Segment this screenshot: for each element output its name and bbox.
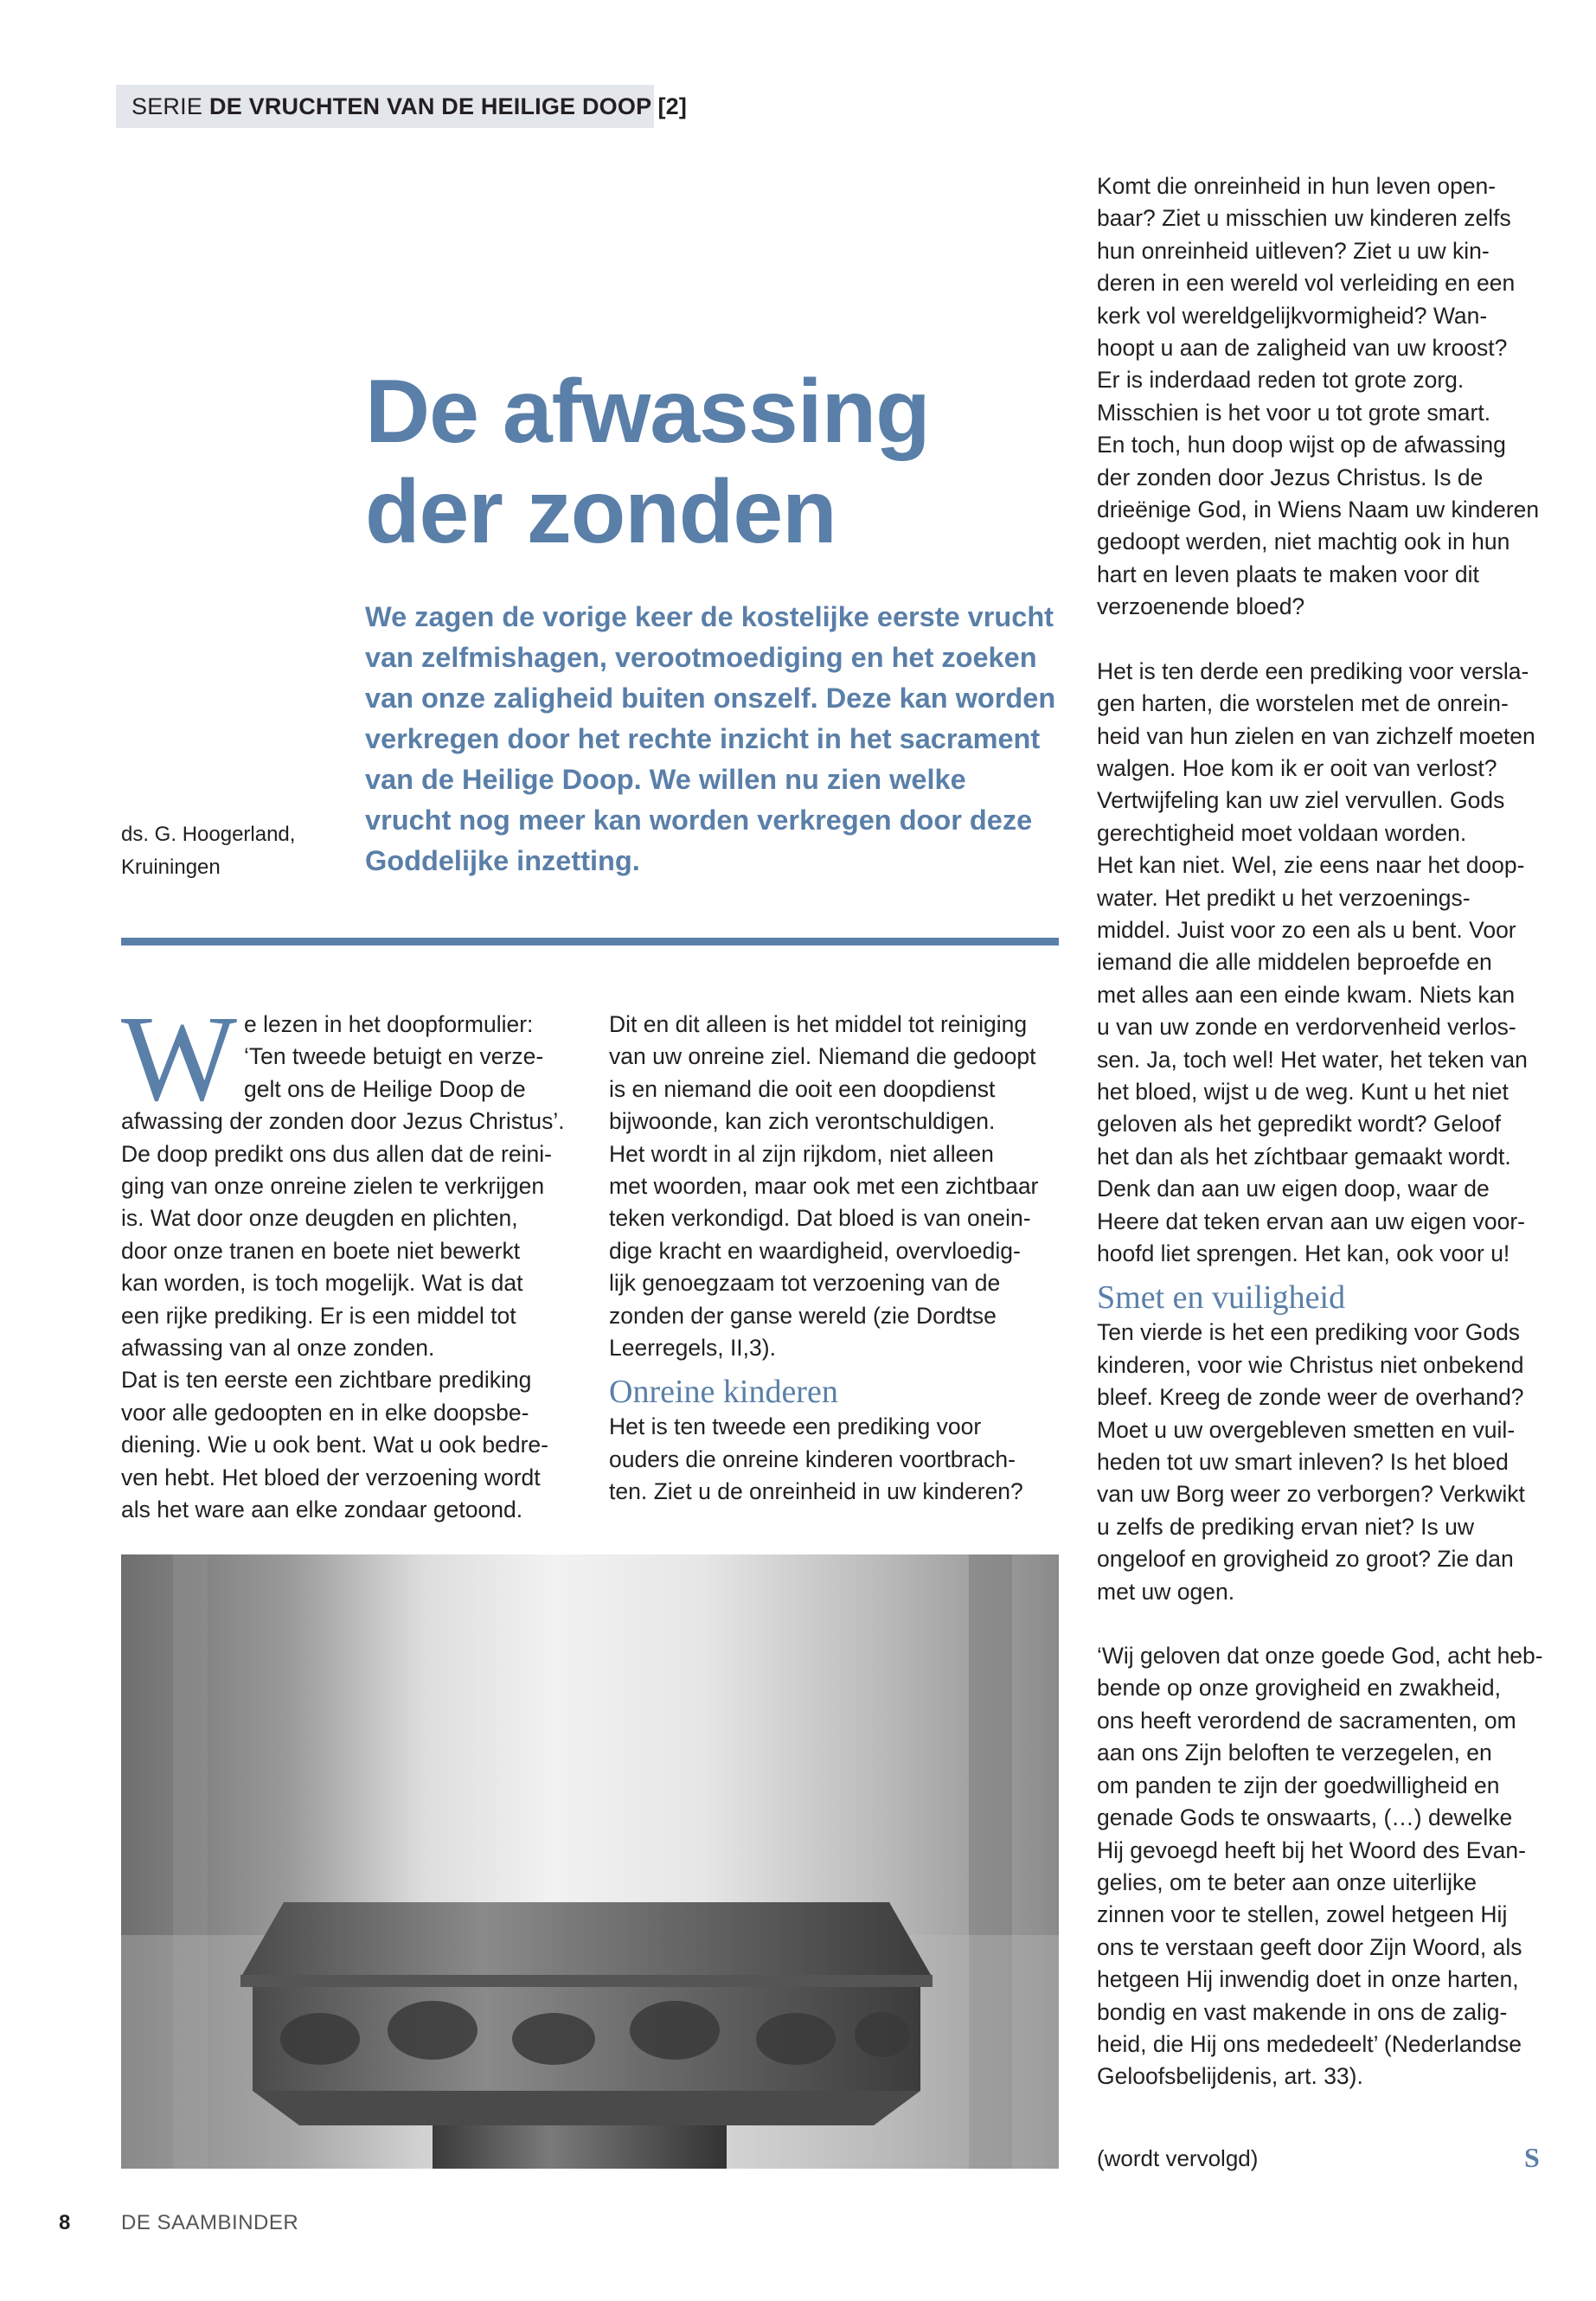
body-line: bijwoonde, kan zich verontschuldigen. [609,1108,996,1135]
body-line: water. Het predikt u het verzoenings- [1097,884,1471,911]
body-line: walgen. Hoe kom ik er ooit van verlost? [1097,754,1497,781]
magazine-name: DE SAAMBINDER [121,2211,299,2234]
body-line: hart en leven plaats te maken voor dit [1097,561,1479,587]
quote-line: ‘Wij geloven dat onze goede God, acht heb- [1097,1643,1543,1670]
body-line: Het wordt in al zijn rijkdom, niet alleen [609,1140,994,1167]
body-line: door onze tranen en boete niet bewerkt [121,1237,521,1264]
body-line: gedoopt werden, niet machtig ook in hun [1097,529,1510,555]
body-line: De doop predikt ons dus allen dat de reini- [121,1140,552,1167]
body-line: u zelfs de prediking ervan niet? Is uw [1097,1513,1475,1540]
quote-line: bondig en vast makende in ons de zalig- [1097,1998,1508,2025]
body-line: sen. Ja, toch wel! Het water, het teken van [1097,1046,1528,1073]
body-line: als het ware aan elke zondaar getoond. [121,1497,523,1523]
quote-line: gelies, om te beter aan onze uiterlijke [1097,1868,1477,1895]
quote-line: aan ons Zijn beloften te verzegelen, en [1097,1740,1492,1766]
body-line: u van uw zonde en verdorvenheid verlos- [1097,1014,1516,1041]
body-line: middel. Juist voor zo een als u bent. Voor [1097,916,1516,943]
body-column-3 [1097,170,1564,2093]
body-line: kerk vol wereldgelijkvormigheid? Wan- [1097,302,1488,329]
body-line: ‘Ten tweede betuigt en verze- [244,1043,544,1070]
quote-line: zinnen voor te stellen, zowel hetgeen Hij [1097,1901,1508,1928]
author-location: Kruiningen [121,856,221,879]
author-name: ds. G. Hoogerland, [121,823,296,846]
body-line: baar? Ziet u misschien uw kinderen zelfs [1097,205,1511,232]
intro-line: van zelfmishagen, verootmoediging en het zoeken [365,642,1037,673]
body-line: Het is ten tweede een prediking voor [609,1413,982,1440]
body-line: Het is ten derde een prediking voor versla- [1097,657,1529,684]
quote-line: bende op onze grovigheid en zwakheid, [1097,1675,1502,1702]
quote-line: Geloofsbelijdenis, art. 33). [1097,2063,1363,2090]
body-line: En toch, hun doop wijst op de afwassing [1097,432,1506,458]
body-line: ouders die onreine kinderen voortbrach- [609,1445,1016,1472]
body-line: Het kan niet. Wel, zie eens naar het doop- [1097,852,1525,879]
body-line: afwassing der zonden door Jezus Christus’. [121,1108,565,1135]
article-intro [365,597,1057,881]
body-line: Leerregels, II,3). [609,1335,776,1362]
article-title [365,362,1057,562]
body-line: gelt ons de Heilige Doop de [244,1075,526,1102]
intro-line: Goddelijke inzetting. [365,845,640,876]
body-line: bleef. Kreeg de zonde weer de overhand? [1097,1384,1524,1411]
body-line: dige kracht en waardigheid, overvloedig- [609,1237,1021,1264]
body-line: kinderen, voor wie Christus niet onbekend [1097,1351,1524,1378]
body-line: diening. Wie u ook bent. Wat u ook bedre- [121,1432,548,1458]
body-line: Ten vierde is het een prediking voor Gods [1097,1319,1521,1346]
body-line: iemand die alle middelen beproefde en [1097,949,1492,976]
body-line: Misschien is het voor u tot grote smart. [1097,399,1491,426]
intro-line: We zagen de vorige keer de kostelijke eerste vrucht [365,601,1054,632]
body-line: is. Wat door onze deugden en plichten, [121,1205,518,1232]
page-number: 8 [59,2211,71,2234]
body-line: hoopt u aan de zaligheid van uw kroost? [1097,335,1508,362]
body-line: Er is inderdaad reden tot grote zorg. [1097,367,1465,394]
body-line: het bloed, wijst u de weg. Kunt u het niet [1097,1078,1509,1105]
body-line: lijk genoegzaam tot verzoening van de [609,1270,1001,1297]
body-line: van uw Borg weer zo verborgen? Verkwikt [1097,1481,1525,1508]
body-line: Denk dan aan uw eigen doop, waar de [1097,1176,1490,1202]
body-line: ging van onze onreine zielen te verkrijgen [121,1173,545,1200]
body-line: hun onreinheid uitleven? Ziet u uw kin- [1097,237,1490,264]
intro-line: vrucht nog meer kan worden verkregen door deze [365,804,1033,836]
body-line: met woorden, maar ook met een zichtbaar [609,1173,1039,1200]
series-title: DE VRUCHTEN VAN DE HEILIGE DOOP [2] [209,93,688,119]
body-line: met uw ogen. [1097,1578,1235,1605]
quote-line: om panden te zijn der goedwilligheid en [1097,1772,1500,1798]
quote-line: hetgeen Hij inwendig doet in onze harten, [1097,1966,1519,1993]
body-line: teken verkondigd. Dat bloed is van onein- [609,1205,1031,1232]
author-byline [121,818,329,884]
body-line: Dat is ten eerste een zichtbare prediking [121,1367,532,1394]
series-prefix: SERIE [131,93,203,119]
body-line: gen harten, die worstelen met de onrein- [1097,690,1509,717]
subheading-smet-en-vuiligheid: Smet en vuiligheid [1097,1279,1346,1317]
series-header [116,85,688,128]
body-line: ven hebt. Het bloed der verzoening wordt [121,1464,541,1490]
body-line: zonden der ganse wereld (zie Dordtse [609,1302,997,1329]
body-line: van uw onreine ziel. Niemand die gedoopt [609,1043,1036,1070]
body-line: voor alle gedoopten en in elke doopsbe- [121,1399,529,1426]
quote-line: ons heeft verordend de sacramenten, om [1097,1707,1516,1734]
continued-note: (wordt vervolgd) [1097,2145,1259,2171]
title-line: der zonden [365,462,836,562]
quote-line: Hij gevoegd heeft bij het Woord des Evan- [1097,1836,1526,1863]
subheading-onreine-kinderen: Onreine kinderen [609,1374,838,1411]
body-line: heden tot uw smart inleven? Is het bloed [1097,1449,1509,1476]
body-line: Heere dat teken ervan aan uw eigen voor- [1097,1208,1525,1234]
paragraph-gap [1097,1608,1564,1640]
body-line: drieënige God, in Wiens Naam uw kinderen [1097,497,1540,523]
body-line: ongeloof en grovigheid zo groot? Zie dan [1097,1546,1514,1573]
drop-cap: W [121,990,238,1126]
body-line: ten. Ziet u de onreinheid in uw kinderen? [609,1478,1023,1505]
body-line: gerechtigheid moet voldaan worden. [1097,819,1467,846]
body-line: e lezen in het doopformulier: [244,1011,534,1037]
body-line: kan worden, is toch mogelijk. Wat is dat [121,1270,523,1297]
intro-line: verkregen door het rechte inzicht in het sacrament [365,723,1041,754]
body-line: Moet u uw overgebleven smetten en vuil- [1097,1416,1516,1443]
body-line: is en niemand die ooit een doopdienst [609,1075,996,1102]
body-line: hoofd liet sprengen. Het kan, ook voor u! [1097,1240,1510,1266]
baptismal-font-photo [121,1554,1059,2169]
body-line: geloven als het gepredikt wordt? Geloof [1097,1111,1501,1138]
body-line: heid van hun zielen en van zichzelf moeten [1097,722,1535,749]
body-line: een rijke prediking. Er is een middel tot [121,1302,516,1329]
body-line: Vertwijfeling kan uw ziel vervullen. Gods [1097,787,1505,814]
title-line: De afwassing [365,362,930,462]
section-divider [121,938,1059,945]
baptismal-font-illustration [121,1554,1059,2169]
body-line: der zonden door Jezus Christus. Is de [1097,464,1484,490]
body-line: afwassing van al onze zonden. [121,1335,435,1362]
quote-line: ons te verstaan geeft door Zijn Woord, als [1097,1933,1522,1960]
body-line: Komt die onreinheid in hun leven open- [1097,173,1497,199]
end-mark-logo: S [1524,2142,1540,2173]
quote-line: genade Gods te onswaarts, (…) dewelke [1097,1804,1513,1831]
body-line: deren in een wereld vol verleiding en een [1097,270,1516,297]
quote-line: heid, die Hij ons mededeelt’ (Nederlandse [1097,2030,1522,2057]
body-line: verzoenende bloed? [1097,593,1305,620]
body-line: met alles aan een einde kwam. Niets kan [1097,981,1516,1008]
body-line: Dit en dit alleen is het middel tot reiniging [609,1011,1028,1037]
intro-line: van onze zaligheid buiten onszelf. Deze kan worden [365,683,1056,714]
body-column-1 [121,1009,565,1527]
paragraph-gap [1097,624,1564,656]
body-column-2 [609,1009,1059,1509]
intro-line: van de Heilige Doop. We willen nu zien welke [365,764,966,795]
body-line: het dan als het zíchtbaar gemaakt wordt. [1097,1143,1511,1170]
